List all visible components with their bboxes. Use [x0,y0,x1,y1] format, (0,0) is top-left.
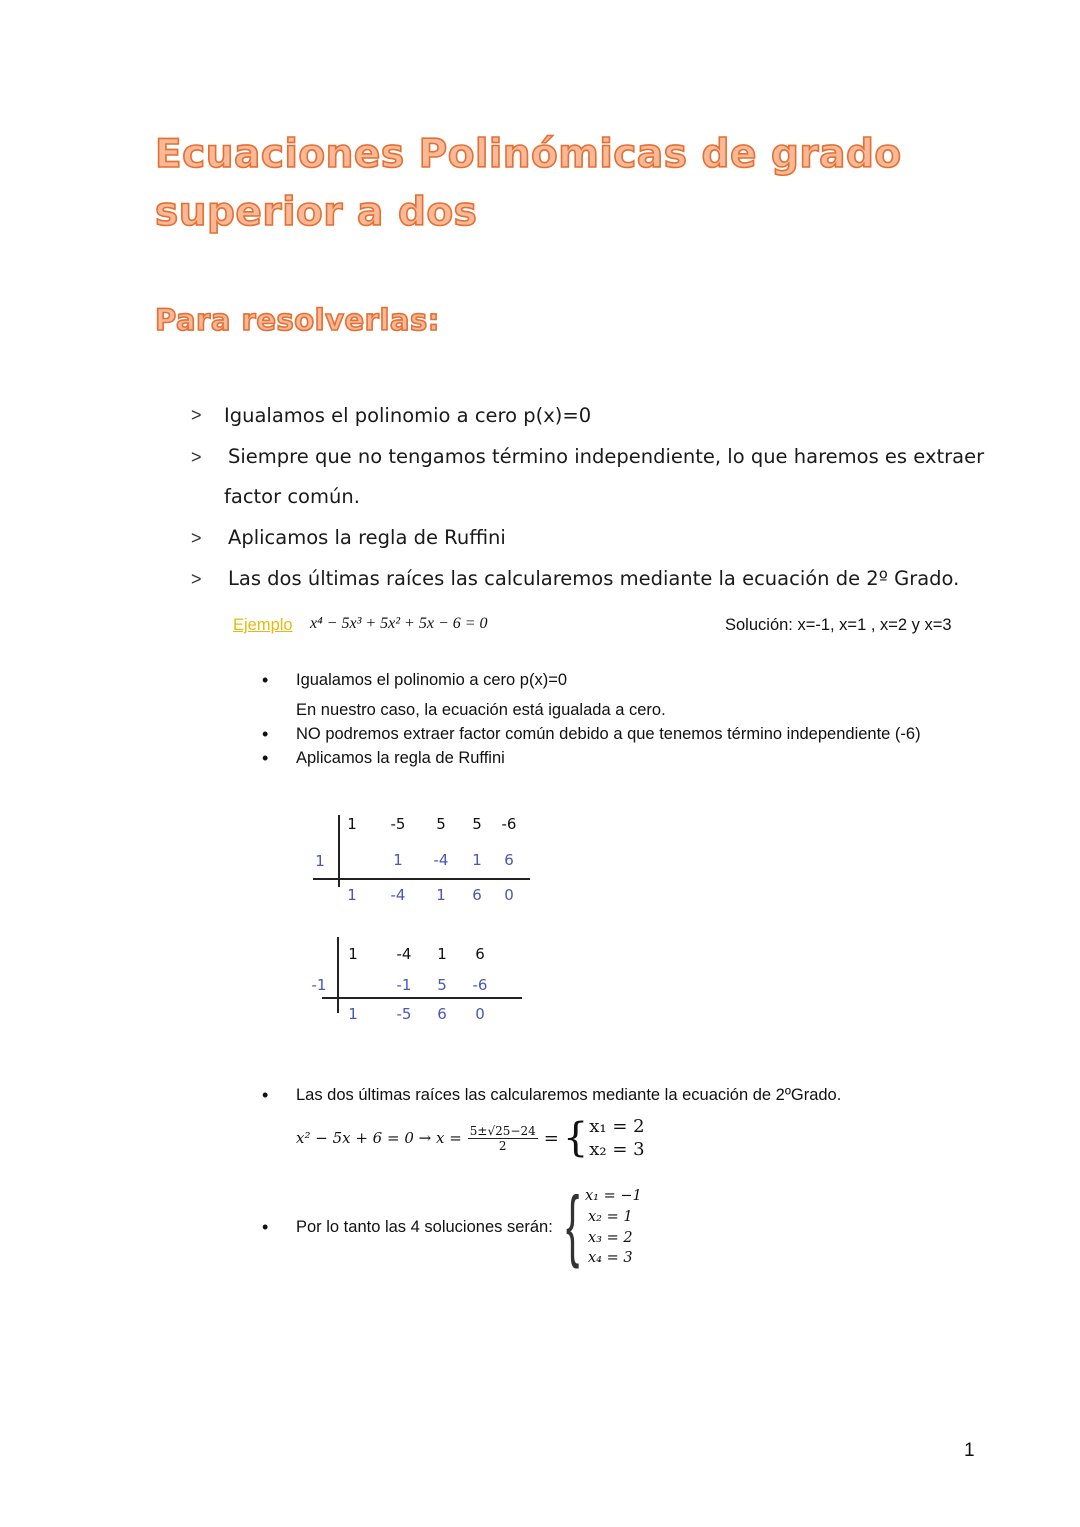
ruffini-result: -4 [390,886,406,904]
arrow-bullet-icon: > [191,405,202,425]
ruffini-result: 1 [347,886,357,904]
step-2: Siempre que no tengamos término independiente, lo que haremos es extraer [228,445,985,468]
ruffini-result: 6 [472,886,482,904]
ruffini-coefficient: 1 [437,945,447,963]
bullet-3: Aplicamos la regla de Ruffini [296,749,505,767]
solutions-system [585,1186,642,1269]
ruffini-result: 0 [504,886,514,904]
ruffini-coefficient: -4 [396,945,412,963]
page-number: 1 [964,1440,975,1461]
ruffini-vertical-line [338,815,340,887]
bullet-5: Por lo tanto las 4 soluciones serán: [296,1218,553,1236]
section-heading: Para resolverlas: [155,303,440,337]
bullet-2: NO podremos extraer factor común debido a que tenemos término independiente (-6) [296,725,921,743]
ruffini-coefficient: 5 [436,815,446,833]
ruffini-product: 1 [393,851,403,869]
page-title [155,126,902,242]
root-x2: x₂ = 3 [589,1139,645,1160]
ruffini-result: 1 [348,1005,358,1023]
step-4: Las dos últimas raíces las calcularemos mediante la ecuación de 2º Grado. [228,567,960,590]
solution-x4: x₄ = 3 [588,1250,633,1267]
ruffini-divisor: -1 [311,976,327,994]
ruffini-result: -5 [396,1005,412,1023]
ruffini-coefficient: -5 [390,815,406,833]
arrow-bullet-icon: > [191,447,202,467]
example-equation: x⁴ − 5x³ + 5x² + 5x − 6 = 0 [310,615,488,632]
ruffini-result: 1 [436,886,446,904]
step-2-cont: factor común. [224,485,360,508]
title-line-2: superior a dos [155,190,478,235]
root-x1: x₁ = 2 [589,1116,645,1137]
ruffini-coefficient: 5 [472,815,482,833]
ruffini-horizontal-line [313,878,530,880]
solution-x2: x₂ = 1 [588,1208,633,1225]
ruffini-result: 6 [437,1005,447,1023]
quadratic-lhs: x² − 5x + 6 = 0 → x = [296,1129,462,1147]
ruffini-product: 1 [472,851,482,869]
ruffini-product: 5 [437,976,447,994]
bullet-4: Las dos últimas raíces las calcularemos mediante la ecuación de 2ºGrado. [296,1086,842,1104]
solution-x3: x₃ = 2 [588,1229,633,1246]
bullet-icon: • [262,670,269,690]
ruffini-coefficient: 6 [475,945,485,963]
bullet-icon: • [262,724,269,744]
bullet-icon: • [262,1085,269,1105]
ruffini-product: -4 [433,851,449,869]
ruffini-result: 0 [475,1005,485,1023]
ruffini-coefficient: -6 [501,815,517,833]
bullet-1: Igualamos el polinomio a cero p(x)=0 [296,671,568,689]
arrow-bullet-icon: > [191,528,202,548]
quadratic-formula: x² − 5x + 6 = 0 → x = $\frac{5\pm√25-24}{2}$ = { x₁ = 2 x₂ = 3 [296,1115,645,1161]
fraction-denominator: 2 [498,1138,507,1153]
ruffini-coefficient: 1 [348,945,358,963]
brace-icon: { [566,1180,580,1269]
step-1: Igualamos el polinomio a cero p(x)=0 [224,404,592,427]
ruffini-horizontal-line [322,997,522,999]
title-line-1: Ecuaciones Polinómicas de grado [155,132,902,177]
example-solution: Solución: x=-1, x=1 , x=2 y x=3 [725,616,952,634]
bullet-icon: • [262,1217,269,1237]
solution-x1: x₁ = −1 [585,1188,642,1204]
step-3: Aplicamos la regla de Ruffini [228,526,506,549]
ruffini-product: 6 [504,851,514,869]
ruffini-vertical-line [337,937,339,1013]
arrow-bullet-icon: > [191,569,202,589]
quadratic-fraction [468,1124,538,1153]
ruffini-product: -6 [472,976,488,994]
fraction-numerator: 5±√25−24 [469,1123,536,1138]
example-link[interactable]: Ejemplo [233,616,293,634]
bullet-1-note: En nuestro caso, la ecuación está igualada a cero. [296,701,666,719]
ruffini-divisor: 1 [315,852,325,870]
ruffini-coefficient: 1 [347,815,357,833]
ruffini-product: -1 [396,976,412,994]
bullet-icon: • [262,748,269,768]
